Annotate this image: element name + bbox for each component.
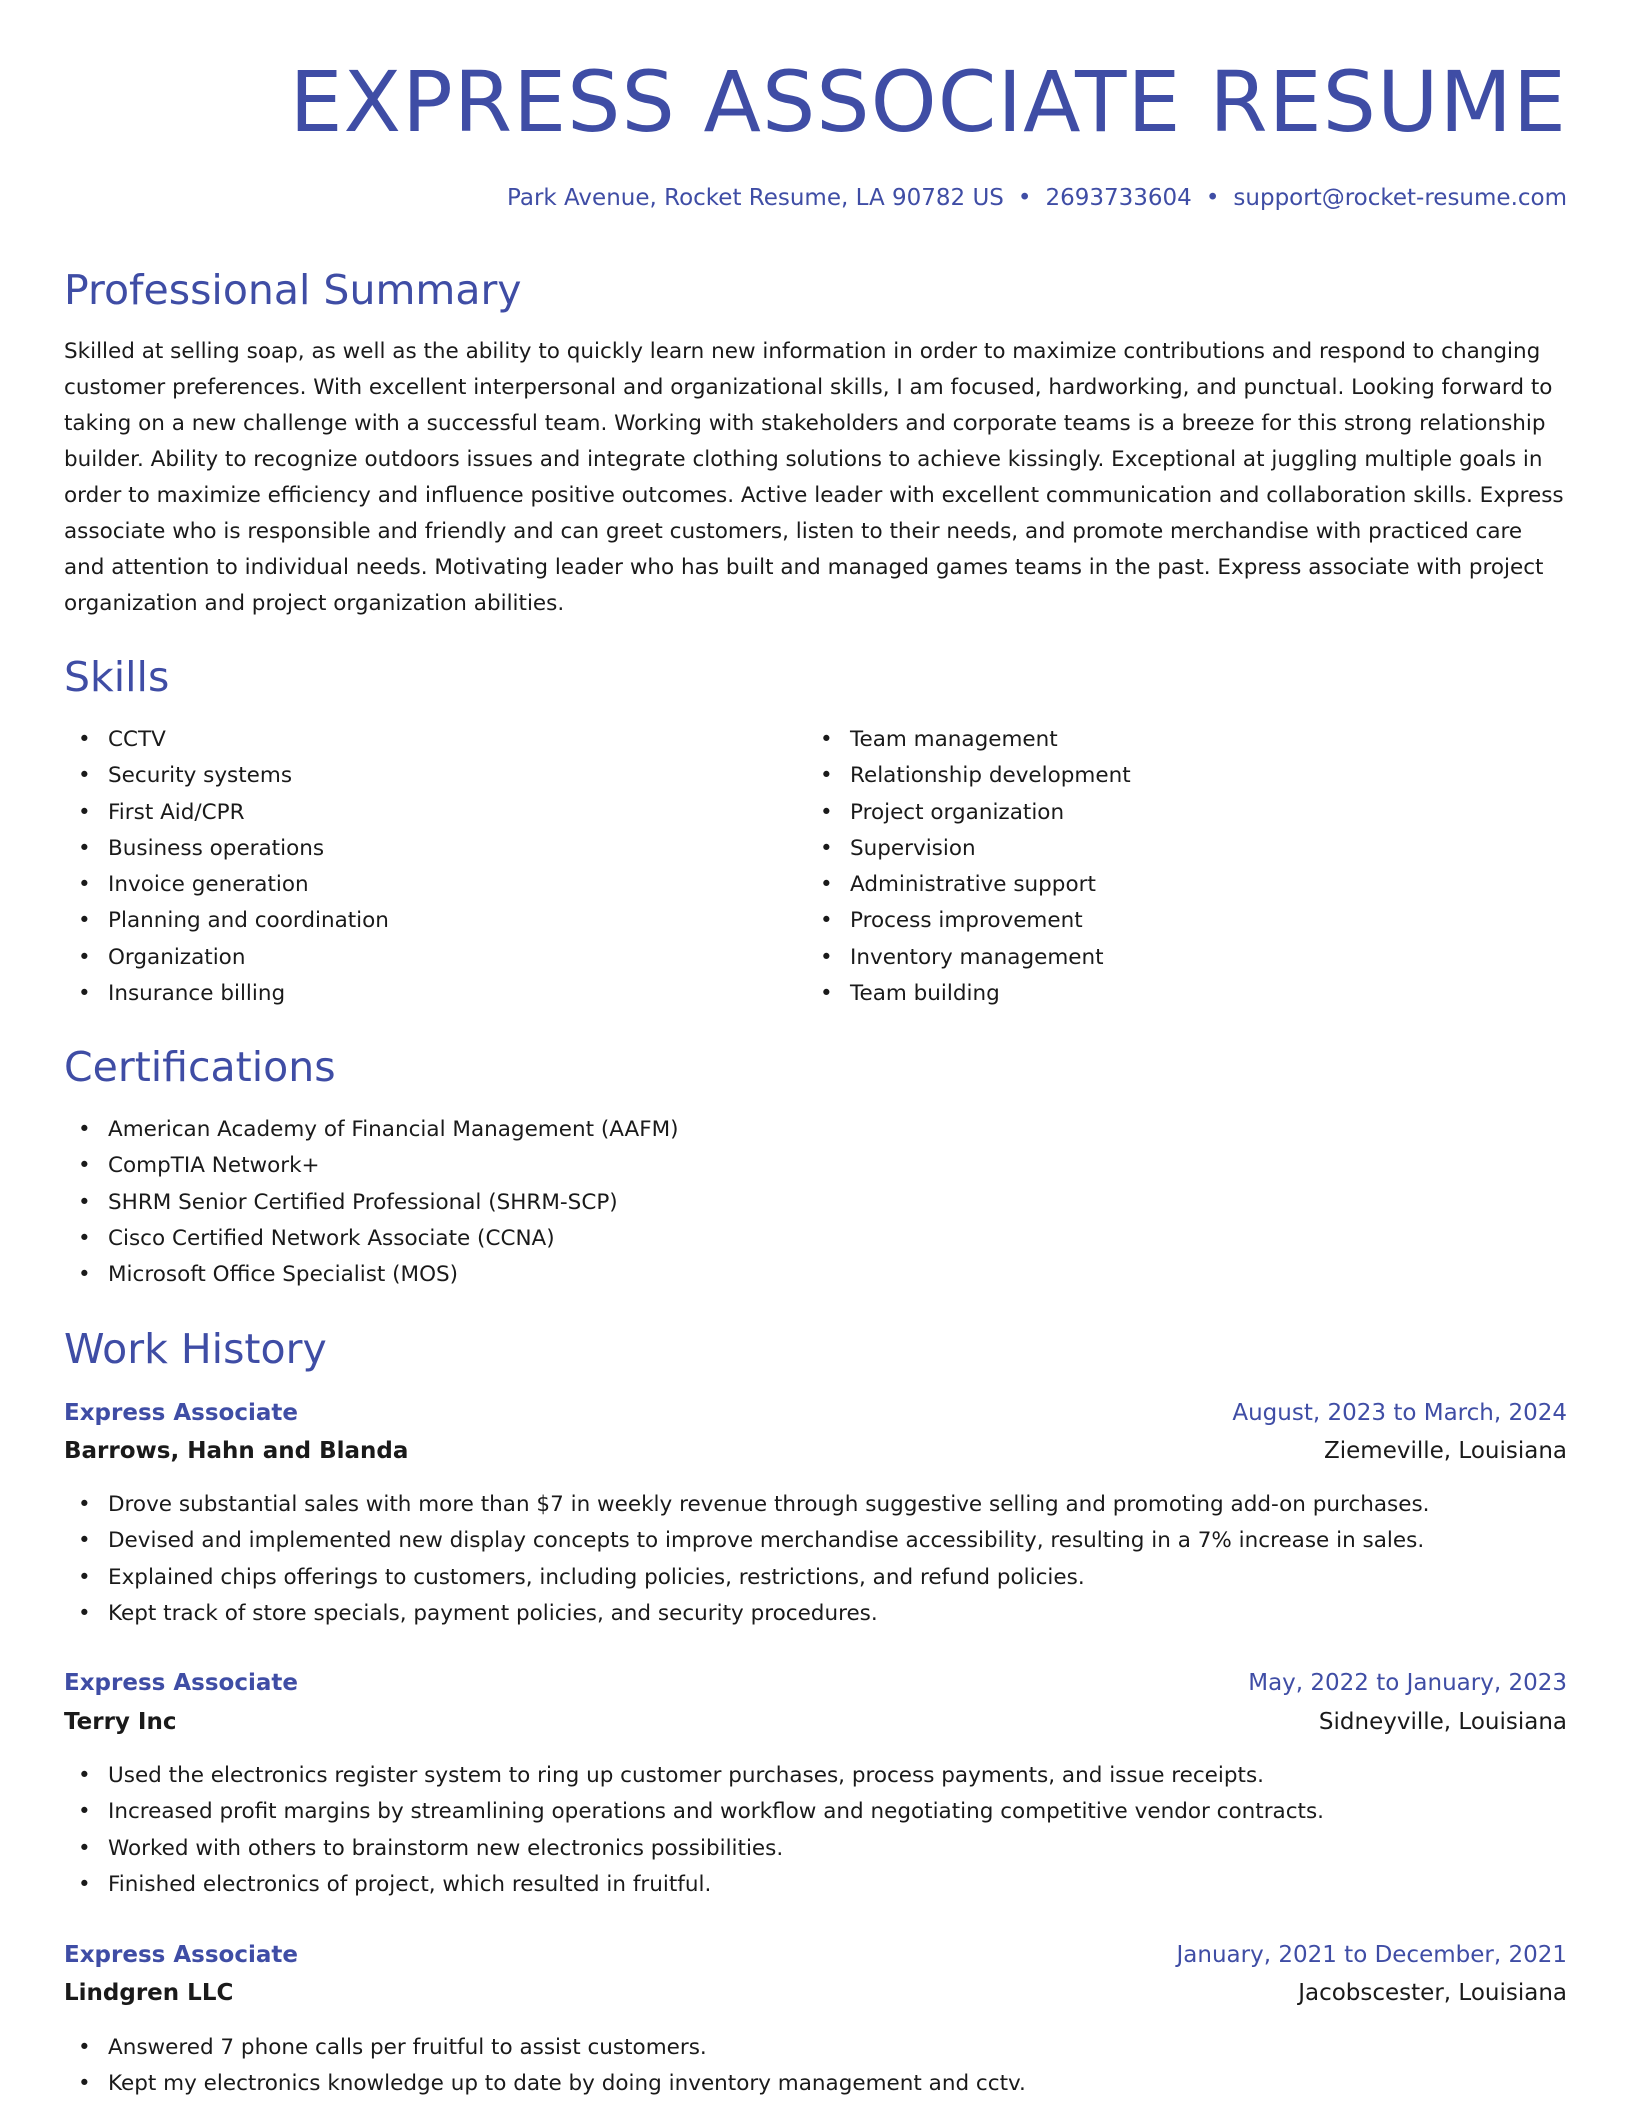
job-location: Jacobscester, Louisiana <box>1298 1980 1567 2006</box>
job-bullets <box>64 2030 1026 2103</box>
skill-item: • Relationship development <box>820 763 1131 789</box>
job-bullet: • Increased profit margins by streamlining operations and workflow and negotiating competitive vendor contracts. <box>78 1799 1324 1825</box>
job-location: Ziemeville, Louisiana <box>1324 1438 1567 1464</box>
job-title: Express Associate <box>64 1400 298 1426</box>
skill-item: • Administrative support <box>820 872 1096 898</box>
job-title-row <box>64 1665 1567 1701</box>
job-dates: January, 2021 to December, 2021 <box>1176 1942 1567 1968</box>
contact-email: support@rocket-resume.com <box>1233 185 1567 211</box>
job-bullet: • Worked with others to brainstorm new electronics possibilities. <box>78 1835 784 1861</box>
job-company: Lindgren LLC <box>64 1980 234 2006</box>
job-dates: August, 2023 to March, 2024 <box>1232 1400 1567 1426</box>
certification-item: • CompTIA Network+ <box>78 1153 320 1179</box>
job-bullet: • Kept my electronics knowledge up to date by doing inventory management and cctv. <box>78 2071 1026 2097</box>
job-company-row <box>64 1704 1567 1740</box>
job-bullets <box>64 1758 1324 1903</box>
job-title: Express Associate <box>64 1942 298 1968</box>
skill-item: • Inventory management <box>820 944 1104 970</box>
summary-text: Skilled at selling soap, as well as the ability to quickly learn new information in order to maximize contributions and respond to changing customer preferences. With excellent interpersonal and organizational skills, I am focused, hardworking, and punctual. Looking forward to taking on a new challenge with a successful team. Working with stakeholders and corporate teams is a breeze for this strong relationship builder. Ability to recognize outdoors issues and integrate clothing solutions to achieve kissingly. Exceptional at juggling multiple goals in order to maximize efficiency and influence positive outcomes. Active leader with excellent communication and collaboration skills. Express associate who is responsible and friendly and can greet customers, listen to their needs, and promote merchandise with practiced care and attention to individual needs. Motivating leader who has built and managed games teams in the past. Express associate with project organization and project organization abilities. <box>64 339 1564 616</box>
skills-heading: Skills <box>64 653 170 701</box>
job-bullet: • Finished electronics of project, which resulted in fruitful. <box>78 1871 712 1897</box>
job-company-row <box>64 1433 1567 1469</box>
certification-item: • American Academy of Financial Management (AAFM) <box>78 1117 679 1142</box>
certifications-heading: Certifications <box>64 1043 336 1091</box>
job-title: Express Associate <box>64 1670 298 1696</box>
skill-item: • Supervision <box>820 835 976 861</box>
job-bullet: • Answered 7 phone calls per fruitful to assist customers. <box>78 2035 707 2060</box>
skill-item: • Invoice generation <box>78 872 309 898</box>
job-company: Terry Inc <box>64 1709 177 1735</box>
job-bullet: • Used the electronics register system to ring up customer purchases, process payments, and issue receipts. <box>78 1763 1264 1788</box>
contact-line <box>507 180 1567 216</box>
skill-item: • Project organization <box>820 799 1065 825</box>
summary-heading: Professional Summary <box>64 266 522 314</box>
skill-item: • Planning and coordination <box>78 908 389 934</box>
job-title-row <box>64 1395 1567 1431</box>
skill-item: • Process improvement <box>820 908 1083 934</box>
skill-item: • Organization <box>78 944 246 970</box>
job-company: Barrows, Hahn and Blanda <box>64 1438 409 1464</box>
skill-item: • First Aid/CPR <box>78 799 245 825</box>
job-company-row <box>64 1975 1567 2011</box>
skill-item: • Security systems <box>78 763 293 789</box>
resume-title: EXPRESS ASSOCIATE RESUME <box>289 53 1567 151</box>
contact-separator: • <box>1205 185 1220 211</box>
certification-item: • Microsoft Office Specialist (MOS) <box>78 1262 459 1288</box>
skills-list-left <box>64 722 389 1012</box>
contact-address: Park Avenue, Rocket Resume, LA 90782 US <box>507 185 1004 211</box>
job-title-row <box>64 1937 1567 1973</box>
skill-item: • Insurance billing <box>78 981 286 1007</box>
contact-phone: 2693733604 <box>1045 185 1192 211</box>
skill-item: • Team building <box>820 981 1000 1007</box>
skills-list-right <box>806 722 1131 1012</box>
job-bullet: • Drove substantial sales with more than $7 in weekly revenue through suggestive selling and promoting add-on purchases. <box>78 1492 1430 1517</box>
job-location: Sidneyville, Louisiana <box>1318 1709 1567 1735</box>
certification-item: • SHRM Senior Certified Professional (SHRM-SCP) <box>78 1189 618 1215</box>
job-bullet: • Explained chips offerings to customers, including policies, restrictions, and refund policies. <box>78 1564 1085 1590</box>
job-bullet: • Kept track of store specials, payment policies, and security procedures. <box>78 1600 878 1626</box>
certification-item: • Cisco Certified Network Associate (CCNA) <box>78 1225 555 1251</box>
job-dates: May, 2022 to January, 2023 <box>1248 1670 1567 1696</box>
contact-separator: • <box>1017 185 1032 211</box>
skill-item: • CCTV <box>78 727 166 752</box>
job-bullet: • Devised and implemented new display concepts to improve merchandise accessibility, resulting in a 7% increase in sales. <box>78 1528 1425 1554</box>
job-bullets <box>64 1487 1429 1632</box>
work-history-heading: Work History <box>64 1325 327 1373</box>
certifications-list <box>64 1112 679 1293</box>
skill-item: • Business operations <box>78 835 325 861</box>
skill-item: • Team management <box>820 727 1058 752</box>
